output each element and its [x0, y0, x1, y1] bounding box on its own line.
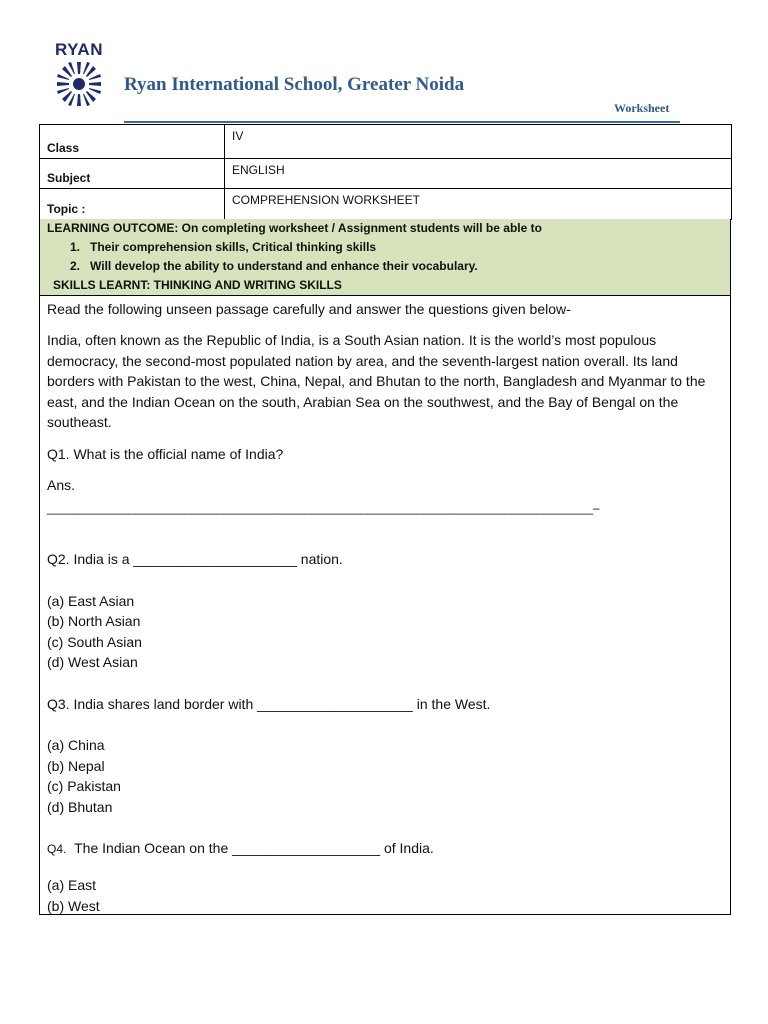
- subject-row: [40, 159, 732, 189]
- topic-value: COMPREHENSION WORKSHEET: [225, 189, 732, 220]
- learning-outcome-heading: LEARNING OUTCOME: On completing worksheet / Assignment students will be able to: [47, 221, 542, 235]
- sunburst-logo-icon: [53, 58, 105, 110]
- question-4: [47, 838, 434, 860]
- worksheet-info-table: [39, 124, 732, 220]
- q3-option-a[interactable]: (a) China: [47, 737, 105, 753]
- q2-option-b[interactable]: (b) North Asian: [47, 613, 141, 629]
- question-2: Q2. India is a _____________________ nation.: [47, 551, 343, 567]
- skills-learnt: SKILLS LEARNT: THINKING AND WRITING SKILLS: [53, 278, 342, 292]
- question-4-text: The Indian Ocean on the ___________________ of India.: [74, 840, 434, 856]
- subject-label: Subject: [40, 159, 225, 189]
- class-row: [40, 125, 732, 159]
- header-divider: [124, 121, 680, 123]
- worksheet-body: [39, 295, 731, 915]
- q3-option-d[interactable]: (d) Bhutan: [47, 799, 113, 815]
- question-1: Q1. What is the official name of India?: [47, 446, 284, 462]
- topic-row: [40, 189, 732, 220]
- question-3: Q3. India shares land border with ____________________ in the West.: [47, 696, 491, 712]
- question-4-number: Q4.: [47, 842, 67, 856]
- q4-option-b[interactable]: (b) West: [47, 898, 100, 914]
- q2-option-c[interactable]: (c) South Asian: [47, 634, 142, 650]
- outcome-item-1: 1. Their comprehension skills, Critical thinking skills: [70, 240, 377, 254]
- reading-passage: India, often known as the Republic of India, is a South Asian nation. It is the world’s most populous democracy, the second-most populated nation by area, and the seventh-largest nation overall. Its land borders with Pakistan to the west, China, Nepal, and Bhutan to the north, Bangladesh and Myanmar to the east, and the Indian Ocean on the south, Arabian Sea on the southwest, and the Bay of Bengal on the southeast.: [47, 332, 706, 430]
- class-label: Class: [40, 125, 225, 159]
- q2-option-a[interactable]: (a) East Asian: [47, 593, 135, 609]
- q4-option-a[interactable]: (a) East: [47, 877, 97, 893]
- logo-wordmark: RYAN: [55, 40, 103, 59]
- q3-option-b[interactable]: (b) Nepal: [47, 758, 105, 774]
- outcome-item-1-text: Their comprehension skills, Critical thinking skills: [90, 240, 377, 254]
- school-logo: [44, 40, 114, 124]
- school-name: Ryan International School, Greater Noida: [124, 74, 465, 95]
- answer-line[interactable]: _______________________________________________________________________________________–: [47, 501, 600, 515]
- class-value: IV: [225, 125, 732, 159]
- learning-outcome-box: [39, 219, 731, 296]
- topic-label: Topic :: [40, 189, 225, 220]
- outcome-item-2-text: Will develop the ability to understand and enhance their vocabulary.: [90, 259, 478, 273]
- page-header: [0, 0, 768, 124]
- answer-label: Ans.: [47, 477, 76, 493]
- document-type-label: Worksheet: [614, 101, 670, 115]
- subject-value: ENGLISH: [225, 159, 732, 189]
- q3-option-c[interactable]: (c) Pakistan: [47, 778, 121, 794]
- outcome-item-2: 2. Will develop the ability to understand and enhance their vocabulary.: [70, 259, 478, 273]
- q2-option-d[interactable]: (d) West Asian: [47, 654, 138, 670]
- instruction-text: Read the following unseen passage carefully and answer the questions given below-: [47, 301, 571, 317]
